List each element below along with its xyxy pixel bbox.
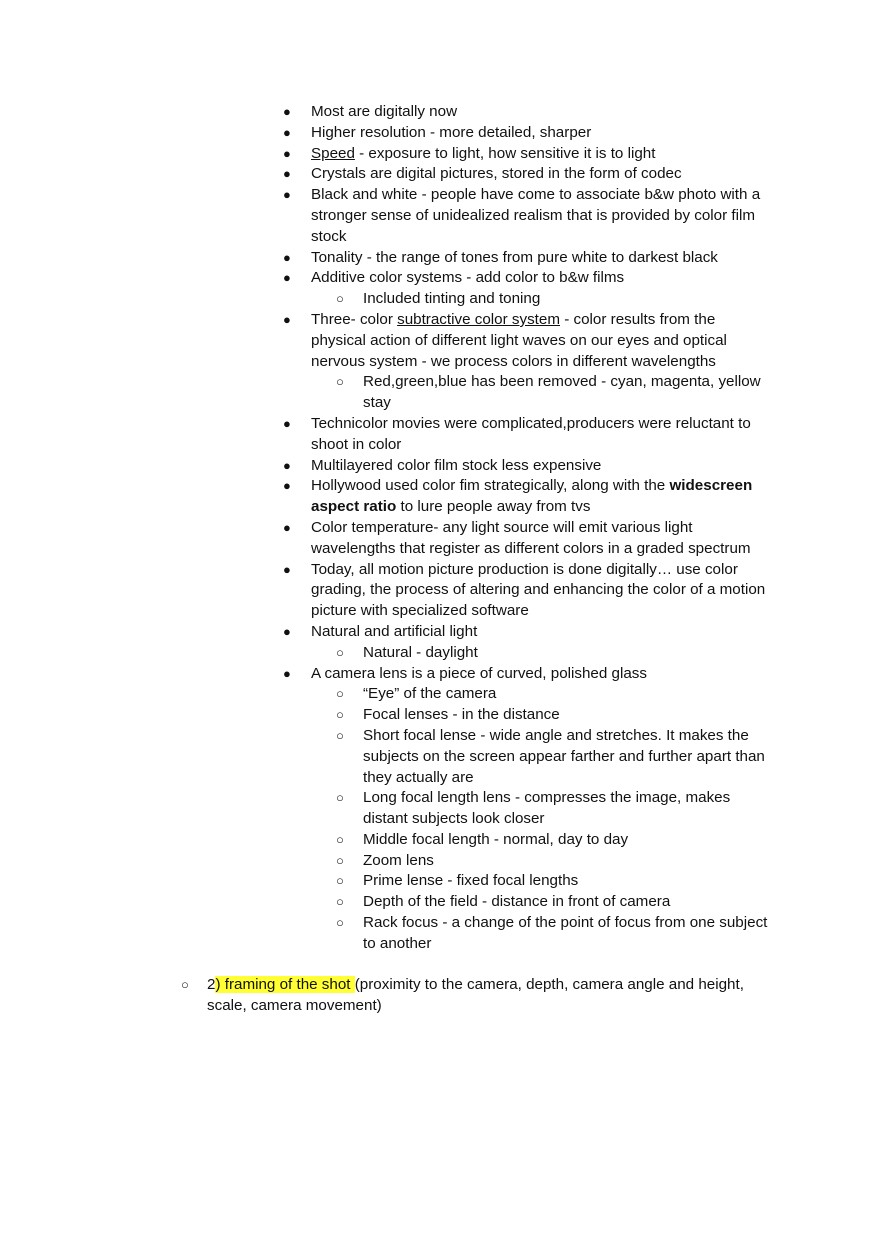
sub-bullet-item: [0, 372, 773, 414]
item-text-lead: Hollywood used color fim strategically, along with the: [311, 477, 670, 495]
underlined-term: subtractive color system: [397, 310, 560, 328]
filled-bullet-icon: ●: [283, 665, 291, 681]
filled-bullet-icon: ●: [283, 561, 291, 577]
item-text-body: Black and white - people have come to associate b&w photo with a stronger sense of unidealized realism that is provided by color film stock: [311, 186, 761, 245]
filled-bullet-icon: ●: [283, 249, 291, 265]
sub-bullet-item: [0, 684, 773, 705]
bullet-item: [0, 456, 773, 477]
hollow-bullet-icon: ○: [336, 291, 344, 307]
filled-bullet-icon: ●: [283, 270, 291, 286]
item-text: [311, 622, 773, 643]
item-text: [311, 102, 773, 123]
sub-bullet-item: [0, 913, 773, 955]
hollow-bullet-icon: ○: [336, 790, 344, 806]
outline-item: [0, 975, 775, 1017]
item-text-body: Multilayered color film stock less expensive: [311, 456, 602, 474]
filled-bullet-icon: ●: [283, 519, 291, 535]
item-text-body: Red,green,blue has been removed - cyan, magenta, yellow stay: [363, 373, 761, 412]
bullet-item: [0, 144, 773, 165]
filled-bullet-icon: ●: [283, 623, 291, 639]
sub-bullet-item: [0, 705, 773, 726]
filled-bullet-icon: ●: [283, 415, 291, 431]
bullet-item: [0, 476, 773, 518]
filled-bullet-icon: ●: [283, 478, 291, 494]
bullet-item: [0, 164, 773, 185]
item-text-body: Rack focus - a change of the point of focus from one subject to another: [363, 914, 768, 952]
item-text-lead: 2: [207, 976, 216, 994]
item-text-body: Natural and artificial light: [311, 622, 478, 640]
item-text: [363, 892, 773, 913]
item-text-body: Natural - daylight: [363, 643, 478, 661]
bullet-item: [0, 248, 773, 269]
item-text-body: (proximity to the camera, depth, camera angle and height, scale, camera movement): [207, 976, 744, 1015]
item-text-body: Prime lense - fixed focal lengths: [363, 872, 579, 890]
item-text-body: Zoom lens: [363, 851, 434, 869]
item-text: [363, 289, 773, 310]
item-text-body: Most are digitally now: [311, 103, 458, 120]
hollow-bullet-icon: ○: [336, 374, 344, 390]
filled-bullet-icon: ●: [283, 124, 291, 140]
item-text-body: Additive color systems - add color to b&w films: [311, 269, 625, 287]
notes-list: [0, 102, 880, 1017]
bullet-item: [0, 518, 773, 560]
item-text-body: Middle focal length - normal, day to day: [363, 830, 629, 848]
item-text-body: Depth of the field - distance in front of camera: [363, 893, 671, 911]
item-text: [363, 705, 773, 726]
item-text-body: A camera lens is a piece of curved, polished glass: [311, 664, 647, 682]
bullet-item: [0, 560, 773, 622]
item-text: [311, 560, 773, 622]
filled-bullet-icon: ●: [283, 145, 291, 161]
underlined-term: Speed: [311, 144, 355, 162]
item-text: [311, 144, 773, 165]
item-text-body: Technicolor movies were complicated,producers were reluctant to shoot in color: [311, 414, 751, 453]
item-text: [363, 871, 773, 892]
bullet-item: [0, 185, 773, 247]
item-text: [311, 164, 773, 185]
item-text: [311, 248, 773, 269]
item-text: [311, 123, 773, 144]
item-text: [363, 851, 773, 872]
sub-bullet-item: [0, 871, 773, 892]
item-text-body: Today, all motion picture production is done digitally… use color grading, the process of altering and enhancing the color of a motion picture with specialized software: [311, 560, 766, 620]
filled-bullet-icon: ●: [283, 311, 291, 327]
item-text-lead: Three- color: [311, 310, 398, 328]
item-text: [311, 414, 773, 456]
bullet-item: [0, 664, 773, 685]
bullet-item: [0, 622, 773, 643]
filled-bullet-icon: ●: [283, 166, 291, 182]
item-text: [363, 643, 773, 664]
item-text-body: Crystals are digital pictures, stored in the form of codec: [311, 165, 682, 183]
sub-bullet-item: [0, 788, 773, 830]
filled-bullet-icon: ●: [283, 457, 291, 473]
highlighted-text: ) framing of the shot: [215, 976, 355, 994]
sub-bullet-item: [0, 289, 773, 310]
bullet-item: [0, 414, 773, 456]
hollow-bullet-icon: ○: [336, 727, 344, 743]
item-text-body: Included tinting and toning: [363, 290, 541, 308]
item-text: [311, 664, 773, 685]
item-text: [311, 456, 773, 477]
item-text: [363, 726, 773, 788]
hollow-bullet-icon: ○: [181, 977, 189, 993]
item-text-body: Long focal length lens - compresses the image, makes distant subjects look closer: [363, 789, 731, 828]
sub-bullet-item: [0, 830, 773, 851]
item-text: [311, 518, 773, 560]
filled-bullet-icon: ●: [283, 104, 291, 119]
item-text: [363, 913, 773, 955]
item-text-body: Focal lenses - in the distance: [363, 706, 560, 724]
hollow-bullet-icon: ○: [336, 644, 344, 660]
sub-bullet-item: [0, 851, 773, 872]
hollow-bullet-icon: ○: [336, 707, 344, 723]
item-text: [311, 185, 773, 247]
sub-bullet-item: [0, 892, 773, 913]
item-text: [363, 830, 773, 851]
item-text-body: “Eye” of the camera: [363, 685, 497, 703]
sub-bullet-item: [0, 643, 773, 664]
hollow-bullet-icon: ○: [336, 915, 344, 931]
item-text-body: Color temperature- any light source will emit various light wavelengths that register as different colors in a graded spectrum: [311, 518, 751, 557]
item-text: [363, 372, 773, 414]
hollow-bullet-icon: ○: [336, 852, 344, 868]
item-text-body: Short focal lense - wide angle and stretches. It makes the subjects on the screen appear farther and further apart than they actually are: [363, 726, 765, 786]
item-text-body: - exposure to light, how sensitive it is to light: [354, 144, 656, 162]
item-text: [311, 310, 773, 372]
bullet-item: [0, 268, 773, 289]
item-text: [311, 476, 773, 518]
hollow-bullet-icon: ○: [336, 686, 344, 702]
filled-bullet-icon: ●: [283, 187, 291, 203]
item-text-body: Tonality - the range of tones from pure white to darkest black: [311, 248, 718, 266]
hollow-bullet-icon: ○: [336, 894, 344, 910]
item-text: [311, 268, 773, 289]
item-text: [363, 684, 773, 705]
sub-bullet-item: [0, 726, 773, 788]
item-text-body: to lure people away from tvs: [396, 498, 591, 516]
item-text: [207, 975, 775, 1017]
bold-term: widescreen aspect ratio: [311, 477, 753, 516]
hollow-bullet-icon: ○: [336, 831, 344, 847]
bullet-item: [0, 310, 773, 372]
bullet-item: [0, 123, 773, 144]
bullet-item: [0, 102, 773, 123]
hollow-bullet-icon: ○: [336, 873, 344, 889]
item-text-body: - color results from the physical action of different light waves on our eyes and optical nervous system - we process colors in different wavelengths: [311, 310, 727, 370]
item-text: [363, 788, 773, 830]
item-text-body: Higher resolution - more detailed, sharper: [311, 123, 592, 141]
